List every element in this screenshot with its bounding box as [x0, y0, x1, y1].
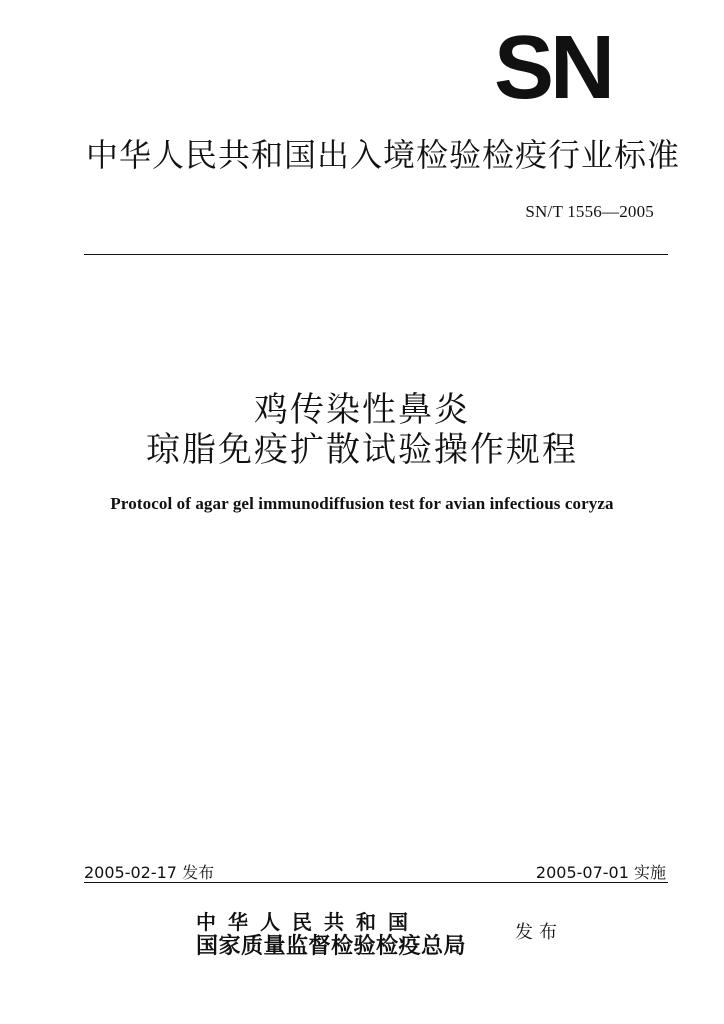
issuer-action: 发布	[515, 922, 563, 943]
sn-logo	[494, 28, 630, 106]
english-title: Protocol of agar gel immunodiffusion test for avian infectious coryza	[110, 494, 614, 513]
release-date: 2005-02-17 发布	[84, 863, 215, 882]
issuer-agency: 国家质量监督检验检疫总局	[196, 933, 467, 959]
implementation-date: 2005-07-01 实施	[535, 863, 666, 882]
svg-text:SN: SN	[494, 28, 612, 106]
document-title-line-2: 琼脂免疫扩散试验操作规程	[146, 430, 578, 470]
header-divider	[84, 254, 668, 255]
issuer-block	[196, 910, 508, 959]
industry-standard-title: 中华人民共和国出入境检验检疫行业标准	[86, 136, 681, 174]
footer-divider	[84, 882, 668, 883]
document-title-line-1: 鸡传染性鼻炎	[254, 390, 470, 430]
standard-number: SN/T 1556—2005	[525, 202, 654, 221]
issuer-country: 中华人民共和国	[196, 910, 420, 934]
